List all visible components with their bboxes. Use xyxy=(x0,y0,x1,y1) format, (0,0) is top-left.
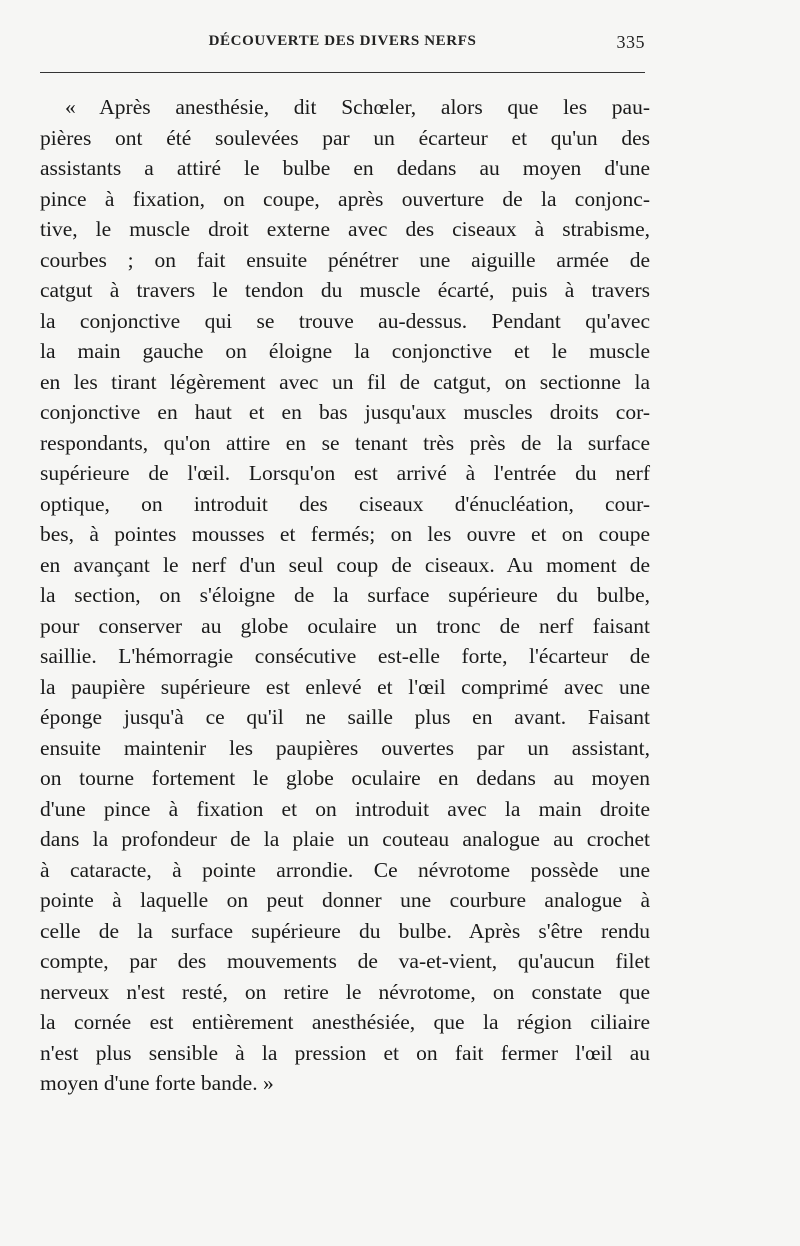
text-line: moyen d'une forte bande. » xyxy=(40,1071,274,1095)
text-line: courbes ; on fait ensuite pénétrer une aiguille armée de xyxy=(40,247,650,272)
header-rule xyxy=(40,72,645,73)
text-line: pières ont été soulevées par un écarteur et qu'un des xyxy=(40,125,650,150)
text-line: en les tirant légèrement avec un fil de catgut, on sectionne la xyxy=(40,369,650,394)
text-line: la cornée est entièrement anesthésiée, que la région ciliaire xyxy=(40,1010,650,1034)
text-line: pour conserver au globe oculaire un tronc de nerf faisant xyxy=(40,613,650,638)
text-line: à cataracte, à pointe arrondie. Ce névrotome possède une xyxy=(40,857,650,882)
text-line: on tourne fortement le globe oculaire en dedans au moyen xyxy=(40,766,650,790)
text-line: la conjonctive qui se trouve au-dessus. Pendant qu'avec xyxy=(40,308,650,333)
running-title: DÉCOUVERTE DES DIVERS NERFS xyxy=(208,33,477,49)
text-line: n'est plus sensible à la pression et on fait fermer l'œil au xyxy=(40,1040,650,1065)
text-line: nerveux n'est resté, on retire le névrotome, on constate que xyxy=(40,979,650,1004)
text-line: optique, on introduit des ciseaux d'énucléation, cour- xyxy=(40,491,650,516)
text-line: ensuite maintenir les paupières ouvertes par un assistant, xyxy=(40,735,650,760)
text-line: la paupière supérieure est enlevé et l'œil comprimé avec une xyxy=(40,674,650,699)
text-line: d'une pince à fixation et on introduit avec la main droite xyxy=(40,796,650,821)
text-line: bes, à pointes mousses et fermés; on les ouvre et on coupe xyxy=(40,522,650,546)
text-line: la main gauche on éloigne la conjonctive et le muscle xyxy=(40,339,650,363)
body-paragraph xyxy=(40,92,650,1099)
text-line: « Après anesthésie, dit Schœler, alors que les pau- xyxy=(65,95,650,119)
text-line: assistants a attiré le bulbe en dedans au moyen d'une xyxy=(40,156,650,180)
text-line: éponge jusqu'à ce qu'il ne saille plus en avant. Faisant xyxy=(40,705,650,729)
text-line: compte, par des mouvements de va-et-vient, qu'aucun filet xyxy=(40,949,650,973)
text-line: pointe à laquelle on peut donner une courbure analogue à xyxy=(40,888,650,912)
text-line: la section, on s'éloigne de la surface supérieure du bulbe, xyxy=(40,583,650,607)
text-line: conjonctive en haut et en bas jusqu'aux muscles droits cor- xyxy=(40,400,650,424)
text-line: saillie. L'hémorragie consécutive est-elle forte, l'écarteur de xyxy=(40,644,650,668)
text-line: respondants, qu'on attire en se tenant très près de la surface xyxy=(40,430,650,455)
text-line: supérieure de l'œil. Lorsqu'on est arrivé à l'entrée du nerf xyxy=(40,461,650,485)
text-line: pince à fixation, on coupe, après ouverture de la conjonc- xyxy=(40,186,650,211)
page-number: 335 xyxy=(616,32,645,52)
text-line: en avançant le nerf d'un seul coup de ciseaux. Au moment de xyxy=(40,552,650,577)
text-line: catgut à travers le tendon du muscle écarté, puis à travers xyxy=(40,278,650,302)
text-line: tive, le muscle droit externe avec des ciseaux à strabisme, xyxy=(40,217,650,241)
text-line: dans la profondeur de la plaie un couteau analogue au crochet xyxy=(40,827,650,851)
running-head xyxy=(40,33,645,57)
text-line: celle de la surface supérieure du bulbe. Après s'être rendu xyxy=(40,918,650,943)
